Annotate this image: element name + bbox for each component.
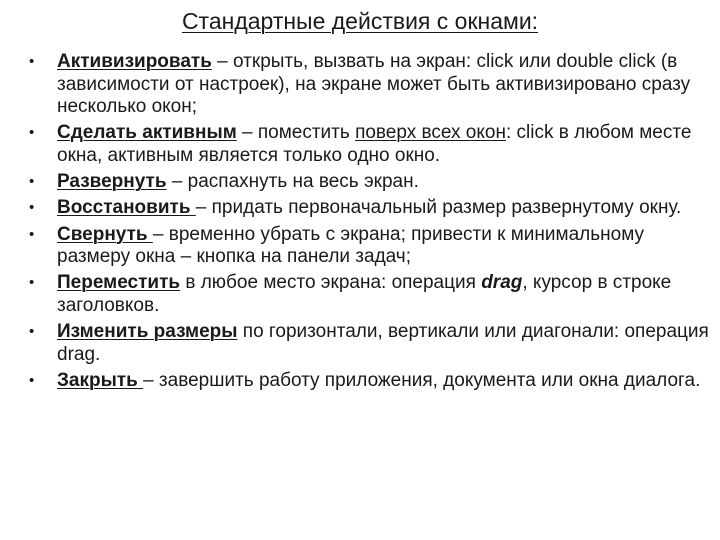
term-restore: Восстановить — [57, 197, 196, 219]
item-text: – распахнуть на весь экран. — [166, 171, 419, 193]
item-text: – открыть, вызвать на экран: click или double click (в зависимости от настроек), на экране может быть активизировано сразу несколько окон; — [57, 51, 691, 118]
bullet-icon: • — [29, 323, 35, 341]
underlined-phrase: поверх всех окон — [355, 122, 506, 144]
list-item-activate — [29, 51, 709, 119]
item-text-before: в любое место экрана: операция — [180, 272, 482, 294]
item-text: по горизонтали, вертикали или диагонали: операция drag. — [57, 321, 709, 365]
bullet-icon: • — [29, 274, 35, 292]
term-resize: Изменить размеры — [57, 321, 238, 343]
term-maximize: Развернуть — [57, 171, 167, 193]
list-item-move — [29, 272, 709, 317]
slide-title: Стандартные действия с окнами: — [181, 8, 539, 34]
list-item-make-active — [29, 122, 709, 167]
list-item-close — [29, 370, 709, 393]
emphasis-drag: drag — [481, 272, 523, 294]
term-minimize: Свернуть — [57, 223, 153, 245]
bullet-icon: • — [29, 173, 35, 191]
term-close: Закрыть — [57, 369, 144, 391]
item-text-after: , курсор в строке заголовков. — [57, 272, 672, 316]
list-item-maximize — [29, 171, 709, 194]
bullet-list — [29, 51, 709, 396]
item-text: – временно убрать с экрана; привести к минимальному размеру окна – кнопка на панели задач; — [57, 223, 644, 268]
list-item-minimize — [29, 224, 709, 269]
term-move: Переместить — [57, 272, 181, 294]
bullet-icon: • — [29, 199, 35, 217]
item-text: – придать первоначальный размер развернутому окну. — [195, 197, 682, 219]
list-item-resize — [29, 321, 709, 366]
bullet-icon: • — [29, 124, 35, 142]
item-text: – завершить работу приложения, документа или окна диалога. — [143, 369, 701, 391]
item-text-before: – поместить — [236, 122, 356, 144]
list-item-restore — [29, 197, 709, 220]
term-activate: Активизировать — [57, 51, 212, 72]
bullet-icon: • — [29, 225, 35, 243]
term-make-active: Сделать активным — [57, 122, 237, 144]
item-text-after: : click в любом месте окна, активным является только одно окно. — [57, 122, 692, 166]
bullet-icon: • — [29, 371, 35, 389]
bullet-icon: • — [29, 53, 35, 70]
